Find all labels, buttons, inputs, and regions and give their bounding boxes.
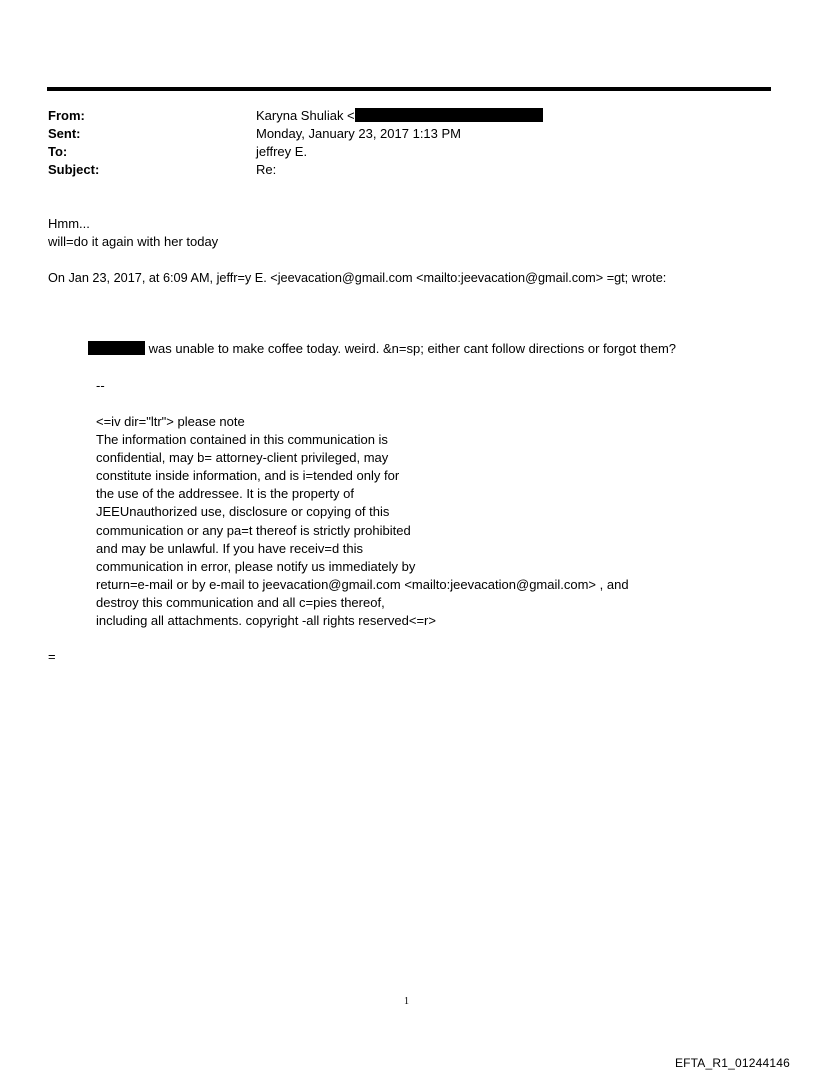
sent-label: Sent: [48,126,81,141]
body-line-1: Hmm... [48,216,90,231]
trailing-char: = [48,649,56,664]
disclaimer-line: <=iv dir="ltr"> please note [96,414,245,429]
disclaimer-line: destroy this communication and all c=pies thereof, [96,594,385,610]
quoted-message-text: was unable to make coffee today. weird. &n=sp; either cant follow directions or forgot them? [148,341,677,356]
disclaimer-line: the use of the addressee. It is the property of [96,486,354,502]
disclaimer-line: return=e-mail or by e-mail to jeevacation@gmail.com <mailto:jeevacation@gmail.com> , and [96,576,629,592]
disclaimer-line: The information contained in this communication is [96,432,388,448]
header-rule [47,87,771,91]
disclaimer-line: communication in error, please notify us immediately by [96,558,416,574]
disclaimer-line: JEEUnauthorized use, disclosure or copying of this [96,504,390,520]
redaction-box [88,341,145,355]
disclaimer-line: confidential, may b= attorney-client privileged, may [96,450,389,466]
from-value [256,107,543,125]
body-line-2: will=do it again with her today [48,234,219,249]
disclaimer-block [96,413,629,630]
disclaimer-line: and may be unlawful. If you have receiv=d this [96,540,364,556]
disclaimer-line: including all attachments. copyright -all rights reserved<=r> [96,613,436,629]
bates-number: EFTA_R1_01244146 [674,1056,790,1070]
from-sender: Karyna Shuliak < [256,108,355,123]
disclaimer-line: constitute inside information, and is i=tended only for [96,468,400,484]
redaction-box [355,108,543,122]
from-label: From: [48,108,85,123]
to-value: jeffrey E. [256,144,308,159]
signature-dash: -- [96,378,105,393]
sent-value: Monday, January 23, 2017 1:13 PM [256,126,461,141]
page-number: 1 [404,996,409,1007]
disclaimer-line: communication or any pa=t thereof is strictly prohibited [96,522,411,538]
subject-value: Re: [256,162,277,177]
quoted-message [88,340,676,358]
quote-intro: On Jan 23, 2017, at 6:09 AM, jeffr=y E. <jeevacation@gmail.com <mailto:jeevacation@gmail.com> =gt; wrote: [48,271,667,285]
to-label: To: [48,144,68,159]
subject-label: Subject: [48,162,100,177]
